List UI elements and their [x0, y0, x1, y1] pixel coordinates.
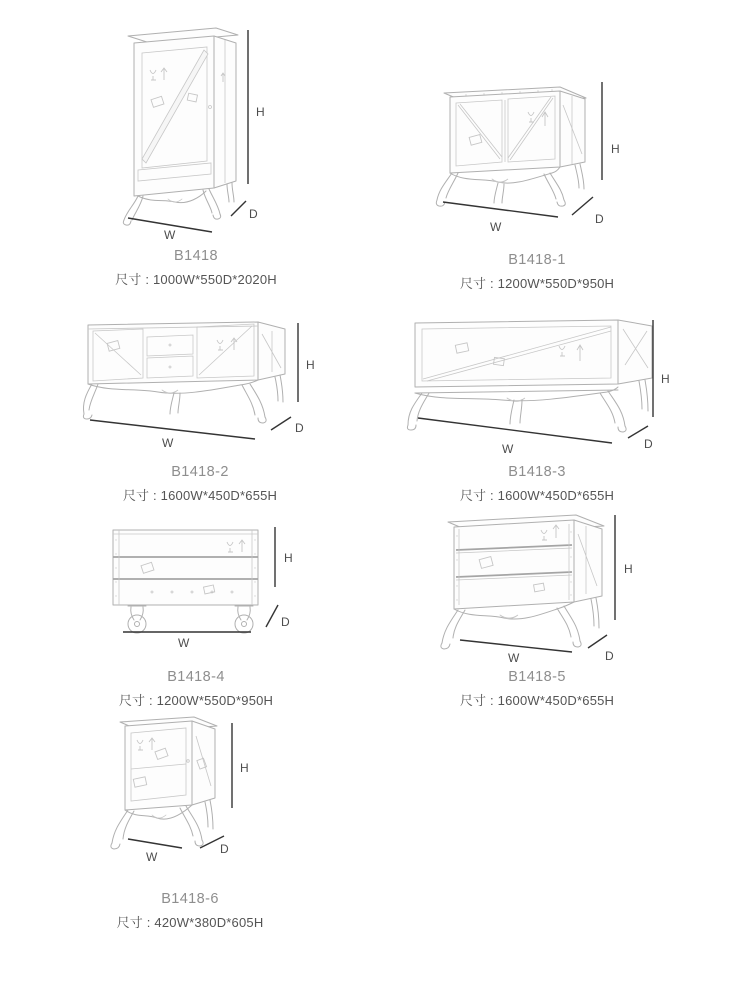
depth-label: D — [281, 615, 290, 629]
dimensions-text: 尺寸 : 1200W*550D*950H — [118, 693, 274, 708]
width-label: W — [490, 220, 502, 234]
two-door-sideboard-sketch — [432, 72, 667, 237]
long-sideboard-sketch — [402, 308, 692, 458]
cabinet-body — [415, 320, 652, 393]
dimensions-text: 尺寸 : 1600W*450D*655H — [459, 488, 615, 503]
model-number: B1418-5 — [508, 669, 566, 685]
model-number: B1418-1 — [508, 252, 566, 268]
width-label: W — [164, 228, 176, 240]
caster-wheels — [128, 606, 253, 633]
depth-dimension-line — [271, 417, 291, 430]
width-label: W — [502, 442, 514, 456]
three-drawer-chest-sketch — [428, 502, 658, 672]
cabinet-legs — [407, 380, 648, 432]
dimensions-text: 尺寸 : 1200W*550D*950H — [459, 276, 615, 291]
model-number: B1418-3 — [508, 464, 566, 480]
cabinet-body — [88, 322, 285, 384]
depth-label: D — [295, 421, 304, 435]
model-number: B1418-6 — [161, 891, 219, 907]
product-card-3 — [90, 464, 310, 504]
depth-label: D — [644, 437, 653, 451]
tv-cabinet-sketch — [82, 312, 332, 454]
depth-label: D — [605, 649, 614, 663]
height-label: H — [256, 105, 265, 119]
model-number: B1418-2 — [171, 464, 229, 480]
model-number: B1418 — [174, 248, 218, 264]
cabinet-body — [444, 87, 586, 173]
width-dimension-line — [443, 202, 558, 217]
height-label: H — [611, 142, 620, 156]
dimensions-text: 尺寸 : 420W*380D*605H — [116, 915, 264, 930]
height-label: H — [624, 562, 633, 576]
depth-dimension-line — [231, 201, 246, 216]
height-label: H — [661, 372, 670, 386]
width-label: W — [178, 636, 190, 650]
dimensions-text: 尺寸 : 1600W*450D*655H — [122, 488, 278, 503]
cabinet-body — [113, 530, 258, 605]
height-label: H — [240, 761, 249, 775]
width-label: W — [146, 850, 158, 864]
model-number: B1418-4 — [167, 669, 225, 685]
depth-dimension-line — [266, 605, 278, 627]
width-label: W — [508, 651, 520, 665]
height-label: H — [284, 551, 293, 565]
cabinet-body — [128, 28, 238, 196]
height-label: H — [306, 358, 315, 372]
cabinet-body — [448, 515, 604, 609]
product-card-6 — [427, 669, 647, 709]
dimensions-text: 尺寸 : 1600W*450D*655H — [459, 693, 615, 708]
width-dimension-line — [418, 418, 612, 443]
product-card-2 — [427, 252, 647, 292]
dimensions-text: 尺寸 : 1000W*550D*2020H — [115, 272, 277, 287]
depth-label: D — [220, 842, 229, 856]
chest-on-casters-sketch — [92, 512, 322, 652]
width-dimension-line — [128, 839, 182, 848]
depth-label: D — [595, 212, 604, 226]
depth-label: D — [249, 207, 258, 221]
product-card-5 — [86, 669, 306, 709]
product-card-7 — [80, 891, 300, 931]
depth-dimension-line — [572, 197, 593, 215]
cabinet-body — [120, 717, 217, 810]
product-card-1 — [86, 248, 306, 288]
product-card-4 — [427, 464, 647, 504]
depth-dimension-line — [588, 635, 607, 648]
nightstand-sketch — [100, 706, 260, 886]
width-label: W — [162, 436, 174, 450]
tall-cabinet-sketch — [112, 12, 272, 240]
